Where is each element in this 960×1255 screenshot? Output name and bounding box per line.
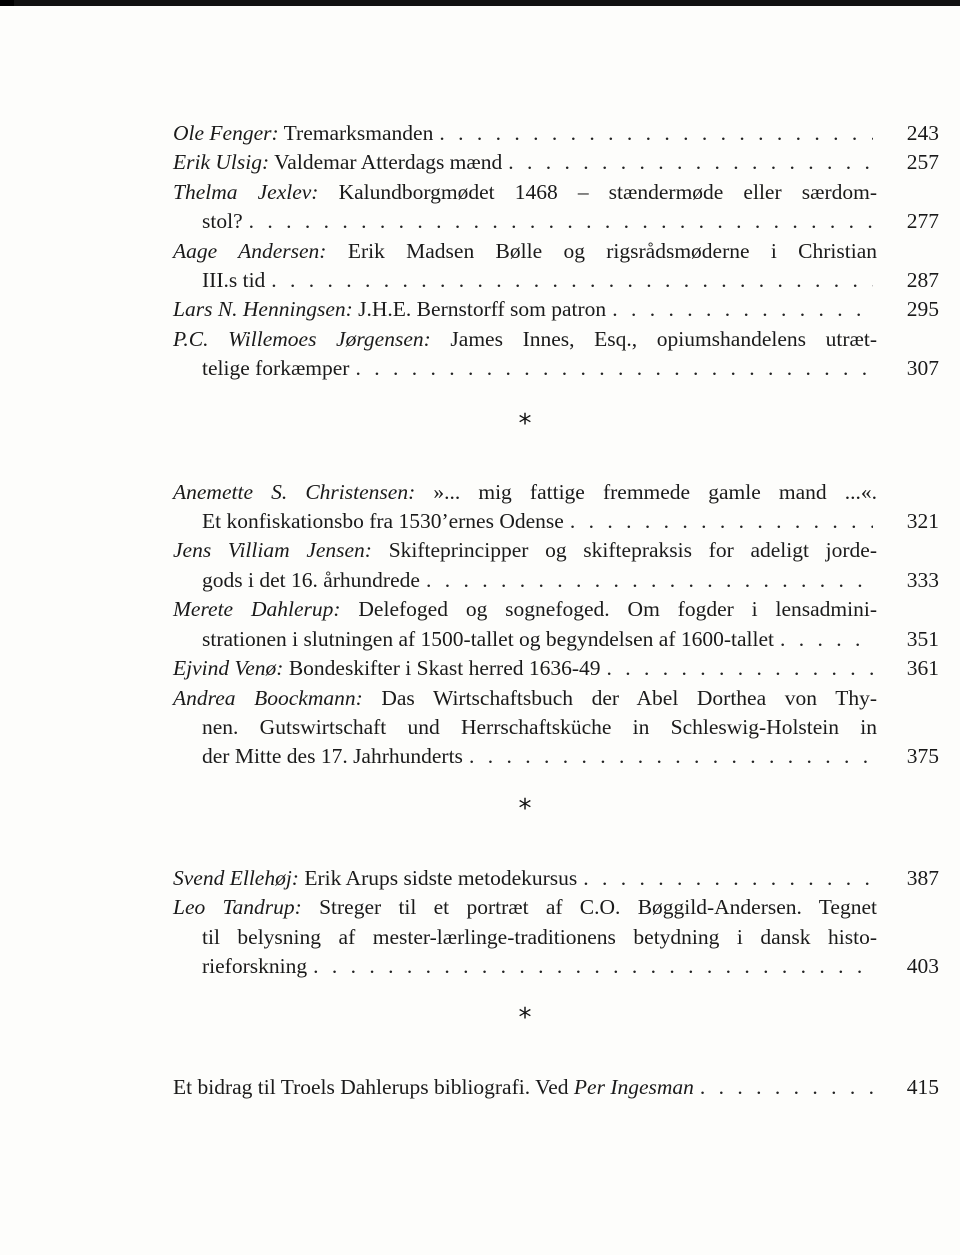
toc-entry [173, 148, 939, 177]
toc-entry [173, 654, 939, 683]
entry-title-continued: nen. Gutswirtschaft und Herrschaftsküche in Schleswig-Holstein in [202, 714, 877, 739]
entry-title: Valdemar Atterdags mænd [274, 150, 503, 175]
toc-group-final [173, 1073, 939, 1102]
dot-leader [355, 354, 873, 383]
entry-author: Merete Dahlerup: [173, 597, 341, 622]
dot-leader [249, 207, 873, 236]
entry-title: J.H.E. Bernstorff som patron [358, 297, 607, 322]
entry-page-number: 243 [906, 121, 939, 145]
section-separator-asterisk: * [518, 793, 532, 824]
entry-title: Bondeskifter i Skast herred 1636-49 [288, 656, 601, 681]
entry-title: Skifteprincipper og skiftepraksis for adeligt jorde- [388, 538, 877, 563]
entry-title-continued: telige forkæmper [202, 356, 350, 381]
entry-title-continued: III.s tid [202, 268, 266, 293]
entry-page-number: 257 [906, 150, 939, 175]
entry-author: Ole Fenger: [173, 121, 279, 145]
entry-title-continued: rieforskning [202, 953, 308, 978]
toc-entry [173, 178, 939, 237]
entry-page-number: 351 [906, 626, 939, 651]
dot-leader [508, 148, 873, 177]
entry-page-number: 361 [906, 656, 939, 681]
entry-title-continued: stol? [202, 209, 243, 234]
entry-title: Et bidrag til Troels Dahlerups bibliografi. Ved [173, 1075, 569, 1100]
dot-leader [780, 625, 873, 654]
entry-editor: Per Ingesman [573, 1075, 694, 1100]
table-of-contents [173, 119, 939, 1103]
dot-leader [700, 1073, 873, 1102]
entry-title: Tremarksmanden [283, 121, 434, 145]
entry-page-number: 387 [906, 865, 939, 890]
entry-author: Lars N. Henningsen: [173, 297, 353, 322]
dot-leader [439, 119, 873, 148]
dot-leader [612, 295, 873, 324]
entry-page-number: 403 [906, 953, 939, 978]
toc-entry [173, 864, 939, 893]
toc-entry [173, 536, 939, 595]
entry-author: P.C. Willemoes Jørgensen: [173, 326, 431, 351]
section-separator-asterisk: * [518, 408, 532, 439]
entry-title: James Innes, Esq., opiumshandelens utræt- [450, 326, 877, 351]
entry-author: Leo Tandrup: [173, 895, 302, 920]
toc-entry [173, 1073, 939, 1102]
dot-leader [607, 654, 873, 683]
entry-title: Erik Madsen Bølle og rigsrådsmøderne i Christian [347, 238, 878, 263]
entry-page-number: 307 [906, 356, 939, 381]
dot-leader [271, 266, 873, 295]
entry-author: Andrea Boockmann: [173, 685, 363, 710]
dot-leader [313, 952, 873, 981]
toc-entry [173, 295, 939, 324]
entry-author: Svend Ellehøj: [173, 865, 299, 890]
toc-entry [173, 325, 939, 384]
entry-title-continued: gods i det 16. århundrede [202, 567, 420, 592]
entry-title: Delefoged og sognefoged. Om fogder i lensadmini- [358, 597, 877, 622]
section-separator-asterisk: * [518, 1003, 532, 1034]
entry-page-number: 375 [906, 744, 939, 769]
entry-title: Kalundborgmødet 1468 – stændermøde eller særdom- [338, 179, 877, 204]
entry-page-number: 415 [906, 1075, 939, 1100]
toc-group-3 [173, 864, 939, 982]
toc-entry [173, 595, 939, 654]
entry-title: Streger til et portræt af C.O. Bøggild-Andersen. Tegnet [319, 895, 877, 920]
toc-entry [173, 237, 939, 296]
entry-author: Ejvind Venø: [173, 656, 284, 681]
entry-title-continued: der Mitte des 17. Jahrhunderts [202, 744, 463, 769]
page-corner-mark [0, 0, 14, 6]
dot-leader [426, 566, 873, 595]
entry-page-number: 333 [906, 567, 939, 592]
entry-page-number: 287 [906, 268, 939, 293]
toc-entry [173, 119, 939, 148]
entry-page-number: 277 [906, 209, 939, 234]
toc-group-1 [173, 119, 939, 384]
entry-page-number: 321 [906, 509, 939, 534]
entry-author: Aage Andersen: [173, 238, 327, 263]
entry-title-continued: til belysning af mester-lærlinge-traditionens betydning i dansk histo- [202, 924, 877, 949]
entry-author: Erik Ulsig: [173, 150, 270, 175]
dot-leader [570, 507, 873, 536]
toc-group-2 [173, 478, 939, 772]
entry-title: »... mig fattige fremmede gamle mand ...«. [433, 479, 877, 504]
entry-page-number: 295 [906, 297, 939, 322]
toc-entry [173, 684, 939, 772]
page-top-edge [0, 0, 960, 6]
entry-title: Das Wirtschaftsbuch der Abel Dorthea von Thy- [381, 685, 877, 710]
entry-author: Anemette S. Christensen: [173, 479, 416, 504]
entry-author: Jens Villiam Jensen: [173, 538, 372, 563]
toc-entry [173, 893, 939, 981]
toc-entry [173, 478, 939, 537]
entry-title-continued: Et konfiskationsbo fra 1530’ernes Odense [202, 509, 564, 534]
dot-leader [583, 864, 873, 893]
entry-title: Erik Arups sidste metodekursus [304, 865, 578, 890]
entry-title-continued: strationen i slutningen af 1500-tallet og begyndelsen af 1600-tallet [202, 626, 774, 651]
dot-leader [469, 742, 873, 771]
entry-author: Thelma Jexlev: [173, 179, 319, 204]
